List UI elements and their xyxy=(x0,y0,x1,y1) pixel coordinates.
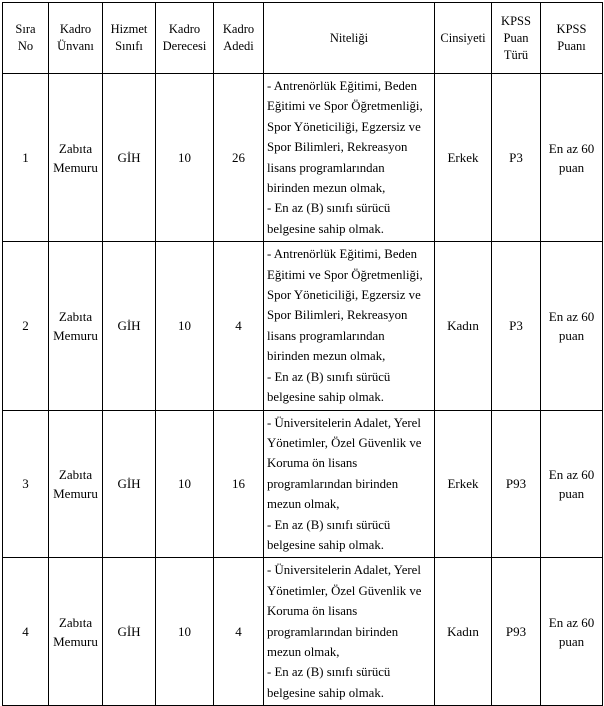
header-hizmet-sinifi: Hizmet Sınıfı xyxy=(103,3,156,74)
cell-puan-turu: P93 xyxy=(492,410,541,558)
table-row xyxy=(3,410,603,558)
header-kadro-derecesi: Kadro Derecesi xyxy=(156,3,214,74)
cell-puan: En az 60 puan xyxy=(541,74,603,242)
cell-unvan: Zabıta Memuru xyxy=(49,410,103,558)
header-kpss-puan-turu: KPSS Puan Türü xyxy=(492,3,541,74)
cell-cinsiyet: Kadın xyxy=(435,242,492,410)
cell-no: 2 xyxy=(3,242,49,410)
cell-derece: 10 xyxy=(156,410,214,558)
header-sira-no: Sıra No xyxy=(3,3,49,74)
cell-adet: 4 xyxy=(214,242,264,410)
header-row xyxy=(3,3,603,74)
cell-cinsiyet: Kadın xyxy=(435,558,492,706)
cell-adet: 26 xyxy=(214,74,264,242)
cell-sinif: GİH xyxy=(103,242,156,410)
cell-nitelik: - Antrenörlük Eğitimi, Beden Eğitimi ve Spor Öğretmenliği, Spor Yöneticiliği, Egzersiz ve Spor Bilimleri, Rekreasyon lisans programlarından birinden mezun olmak, - En az (B) sınıfı sürücü belgesine sahip olmak. xyxy=(264,74,435,242)
cell-puan: En az 60 puan xyxy=(541,242,603,410)
cell-adet: 4 xyxy=(214,558,264,706)
cell-unvan: Zabıta Memuru xyxy=(49,558,103,706)
cell-cinsiyet: Erkek xyxy=(435,74,492,242)
header-niteligi: Niteliği xyxy=(264,3,435,74)
cell-sinif: GİH xyxy=(103,74,156,242)
cell-derece: 10 xyxy=(156,558,214,706)
table-row xyxy=(3,74,603,242)
cell-no: 3 xyxy=(3,410,49,558)
table-row xyxy=(3,558,603,706)
cell-cinsiyet: Erkek xyxy=(435,410,492,558)
cell-no: 4 xyxy=(3,558,49,706)
cell-unvan: Zabıta Memuru xyxy=(49,74,103,242)
cell-puan-turu: P3 xyxy=(492,242,541,410)
table-row xyxy=(3,242,603,410)
header-kadro-unvani: Kadro Ünvanı xyxy=(49,3,103,74)
cell-no: 1 xyxy=(3,74,49,242)
cell-derece: 10 xyxy=(156,242,214,410)
cell-puan: En az 60 puan xyxy=(541,558,603,706)
cell-sinif: GİH xyxy=(103,558,156,706)
header-kpss-puani: KPSS Puanı xyxy=(541,3,603,74)
cell-puan: En az 60 puan xyxy=(541,410,603,558)
cell-nitelik: - Üniversitelerin Adalet, Yerel Yönetimler, Özel Güvenlik ve Koruma ön lisans programlarından birinden mezun olmak, - En az (B) sınıfı sürücü belgesine sahip olmak. xyxy=(264,410,435,558)
header-kadro-adedi: Kadro Adedi xyxy=(214,3,264,74)
kadro-table xyxy=(2,2,603,706)
cell-adet: 16 xyxy=(214,410,264,558)
header-cinsiyeti: Cinsiyeti xyxy=(435,3,492,74)
cell-puan-turu: P93 xyxy=(492,558,541,706)
cell-puan-turu: P3 xyxy=(492,74,541,242)
cell-nitelik: - Üniversitelerin Adalet, Yerel Yönetimler, Özel Güvenlik ve Koruma ön lisans programlarından birinden mezun olmak, - En az (B) sınıfı sürücü belgesine sahip olmak. xyxy=(264,558,435,706)
cell-unvan: Zabıta Memuru xyxy=(49,242,103,410)
cell-sinif: GİH xyxy=(103,410,156,558)
cell-nitelik: - Antrenörlük Eğitimi, Beden Eğitimi ve Spor Öğretmenliği, Spor Yöneticiliği, Egzersiz ve Spor Bilimleri, Rekreasyon lisans programlarından birinden mezun olmak, - En az (B) sınıfı sürücü belgesine sahip olmak. xyxy=(264,242,435,410)
cell-derece: 10 xyxy=(156,74,214,242)
